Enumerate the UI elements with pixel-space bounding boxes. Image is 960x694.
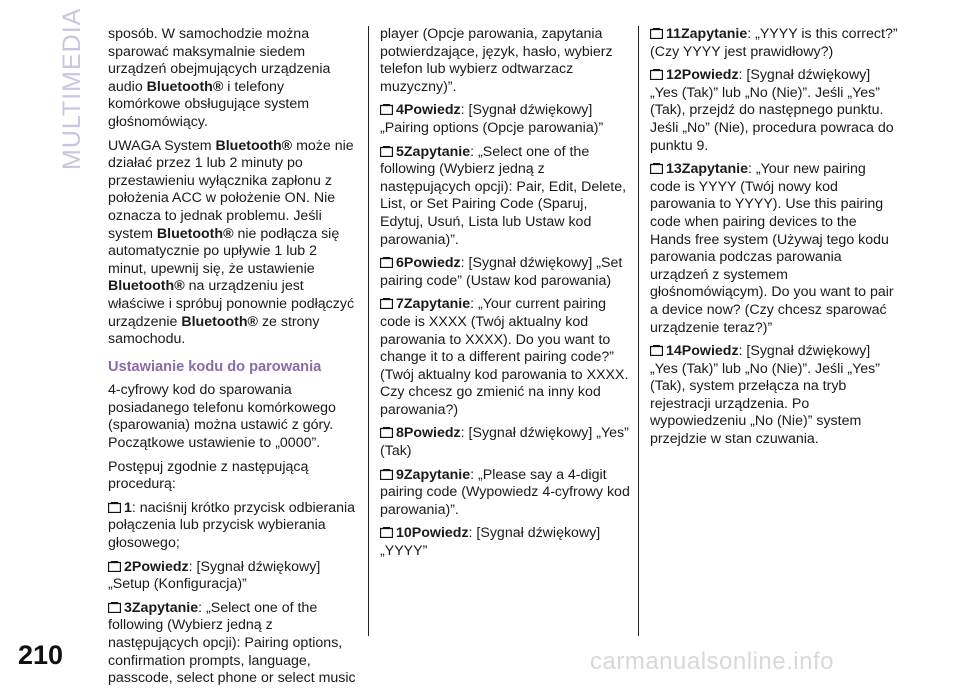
- step-14: 14Powiedz: [Sygnał dźwiękowy] „Yes (Tak)” lub „No (Nie)”. Jeśli „Yes” (Tak), system przełącza na tryb rejestracji urządzenia. Po wypowiedzeniu „No (Nie)” system przejdzie w stan czuwania.: [650, 343, 880, 448]
- step-marker-icon: [380, 146, 393, 157]
- step-marker-icon: [380, 104, 393, 115]
- paragraph-note: UWAGA System Bluetooth® może nie działać przez 1 lub 2 minuty po przestawieniu wyłącznika zapłonu z położenia ACC w położenie ON. Nie oznacza to jednak problemu. Jeśli system Bluetooth® nie podłącza się automatycznie po upływie 1 lub 2 minut, upewnij się, że ustawienie Bluetooth® na urządzeniu jest właściwe i spróbuj ponownie podłączyć urządzenie Bluetooth® ze strony samochodu.: [108, 137, 355, 348]
- paragraph-intro: sposób. W samochodzie można sparować maksymalnie siedem urządzeń obejmujących urządzenia audio Bluetooth® i telefony komórkowe obsługujące system głośnomówiący.: [108, 26, 331, 130]
- step-marker-icon: [650, 163, 663, 174]
- step-marker-icon: [650, 69, 663, 80]
- column-2: [380, 26, 630, 567]
- step-marker-icon: [380, 298, 393, 309]
- step-marker-icon: [380, 427, 393, 438]
- step-12: 12Powiedz: [Sygnał dźwiękowy] „Yes (Tak)” lub „No (Nie)”. Jeśli „Yes” (Tak), przejdź do następnego punktu. Jeśli „No” (Nie), procedura powraca do punktu 9.: [650, 67, 894, 154]
- step-3: 3Zapytanie: „Select one of the following (Wybierz jedną z następujących opcji): Pairing options, confirmation prompts, language, passcode, select phone or select music: [108, 599, 356, 687]
- step-10: 10Powiedz: [Sygnał dźwiękowy] „YYYY”: [380, 525, 601, 560]
- step-marker-icon: [108, 561, 121, 572]
- paragraph-procedure: Postępuj zgodnie z następującą procedurą:: [108, 458, 309, 493]
- step-4: 4Powiedz: [Sygnał dźwiękowy] „Pairing options (Opcje parowania)”: [380, 102, 604, 136]
- step-6: 6Powiedz: [Sygnał dźwiękowy] „Set pairing code” (Ustaw kod parowania): [380, 255, 623, 289]
- step-marker-icon: [650, 345, 663, 356]
- step-marker-icon: [380, 527, 393, 538]
- page-number: 210: [18, 640, 64, 670]
- step-13: 13Zapytanie: „Your new pairing code is YYYY (Twój nowy kod parowania to YYYY). Use this pairing code when pairing devices to the Hands free system (Używaj tego kodu parowania podczas parowania urządzeń z systemem głośnomówiącym). Do you want to pair a device now? (Czy chcesz sparować urządzenie teraz?)”: [650, 161, 894, 336]
- step-1: 1: naciśnij krótko przycisk odbierania połączenia lub przycisk wybierania głosowego;: [108, 499, 356, 552]
- step-11: 11Zapytanie: „YYYY is this correct?” (Czy YYYY jest prawidłowy?): [650, 26, 898, 60]
- paragraph-passcode: 4-cyfrowy kod do sparowania posiadanego telefonu komórkowego (sparowania) można ustawić z góry. Początkowe ustawienie to „0000”.: [108, 382, 336, 452]
- step-marker-icon: [108, 602, 121, 613]
- column-divider-1: [368, 26, 369, 636]
- column-1: [108, 26, 358, 694]
- watermark: carmanualsonline.info: [590, 648, 834, 675]
- step-5: 5Zapytanie: „Select one of the following (Wybierz jedną z następujących opcji): Pair, Edit, Delete, List, or Set Pairing Code (Sparuj, Edytuj, Usuń, Lista lub Ustaw kod parowania)”.: [380, 143, 627, 248]
- step-2: 2Powiedz: [Sygnał dźwiękowy] „Setup (Konfiguracja)”: [108, 558, 321, 593]
- step-3-continued: player (Opcje parowania, zapytania potwierdzające, język, hasło, wybierz telefon lub wybierz odtwarzacz muzyczny)”.: [380, 26, 613, 95]
- column-3: [650, 26, 900, 455]
- step-8: 8Powiedz: [Sygnał dźwiękowy] „Yes” (Tak): [380, 425, 629, 460]
- step-marker-icon: [380, 469, 393, 480]
- column-divider-2: [638, 26, 639, 636]
- section-heading: Ustawianie kodu do parowania: [108, 358, 322, 375]
- step-marker-icon: [108, 502, 121, 513]
- step-9: 9Zapytanie: „Please say a 4-digit pairing code (Wypowiedz 4-cyfrowy kod parowania)”.: [380, 466, 630, 518]
- step-marker-icon: [380, 257, 393, 268]
- step-7: 7Zapytanie: „Your current pairing code is XXXX (Twój aktualny kod parowania to XXXX). Do you want to change it to a different pairing code?” (Twój aktualny kod parowania to XXXX. Czy chcesz go zmienić na inny kod parowania?): [380, 296, 629, 418]
- section-tab-label: MULTIMEDIA: [58, 7, 86, 170]
- step-marker-icon: [650, 28, 663, 39]
- section-tab: [58, 7, 86, 170]
